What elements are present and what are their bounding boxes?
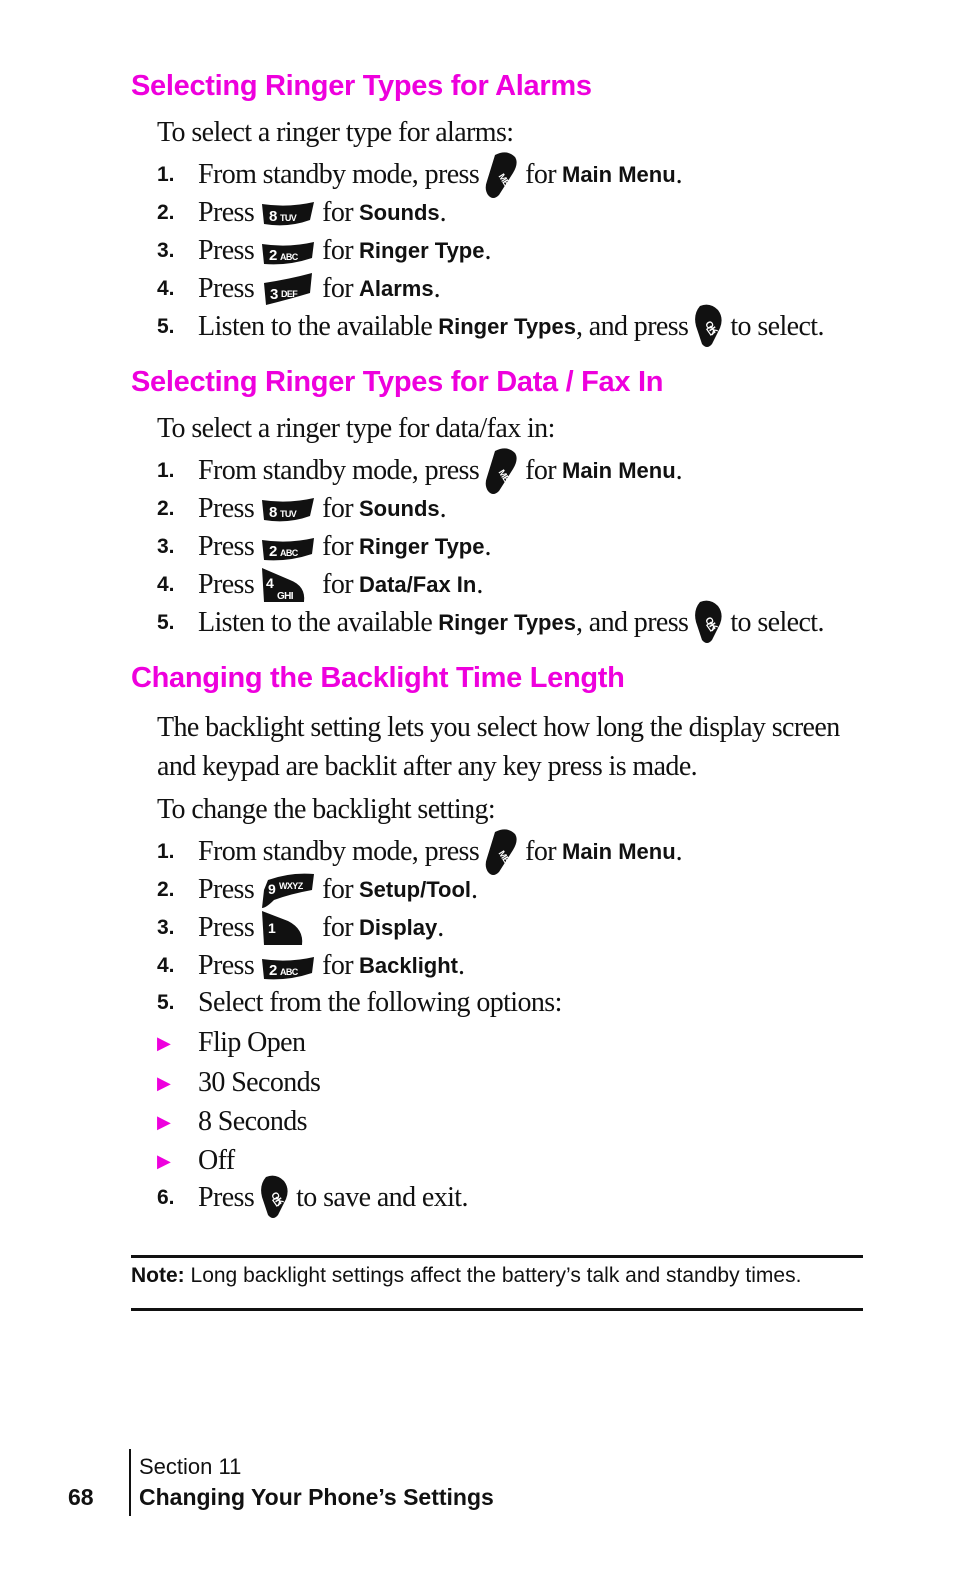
step-number: 1. xyxy=(157,163,175,186)
section-heading-backlight: Changing the Backlight Time Length xyxy=(131,662,625,694)
triangle-bullet-icon: ▶ xyxy=(157,1111,171,1133)
step-datafax-3: 3. Press 2 ABC for Ringer Type . xyxy=(157,531,491,562)
footer-title: Changing Your Phone’s Settings xyxy=(139,1484,494,1510)
key-9wxyz-icon xyxy=(260,870,316,910)
step-number: 1. xyxy=(157,459,175,482)
note-label: Note: xyxy=(131,1264,185,1287)
option-item: ▶ Flip Open xyxy=(157,1027,306,1058)
note-bottom-rule xyxy=(131,1308,863,1311)
svg-text:1: 1 xyxy=(268,920,276,936)
note-top-rule xyxy=(131,1255,863,1258)
step-backlight-2: 2. Press 9 WXYZ for Setup/Tool . xyxy=(157,872,477,908)
key-2abc-icon xyxy=(260,951,316,981)
section-intro-alarms: To select a ringer type for alarms: xyxy=(157,117,514,148)
svg-text:9: 9 xyxy=(268,881,276,897)
svg-text:8: 8 xyxy=(269,208,277,225)
step-number: 6. xyxy=(157,1186,175,1209)
section-heading-data-fax: Selecting Ringer Types for Data / Fax In xyxy=(131,366,664,398)
step-alarms-5: 5. Listen to the available Ringer Types , and press to select. xyxy=(157,309,824,345)
key-3def-icon xyxy=(260,271,316,307)
svg-text:ABC: ABC xyxy=(280,967,298,977)
ok-key-icon xyxy=(694,600,724,646)
key-1-icon xyxy=(260,909,316,947)
triangle-bullet-icon: ▶ xyxy=(157,1150,171,1172)
step-alarms-1: 1. From standby mode, press for Main Menu . xyxy=(157,157,682,193)
svg-text:2: 2 xyxy=(269,962,277,979)
step-backlight-5: 5. Select from the following options: xyxy=(157,987,562,1018)
svg-text:TUV: TUV xyxy=(280,213,297,223)
step-alarms-4: 4. Press 3 DEF for Alarms . xyxy=(157,271,440,307)
key-2abc-icon xyxy=(260,236,316,266)
step-number: 4. xyxy=(157,277,175,300)
step-alarms-2: 2. Press 8 TUV for Sounds . xyxy=(157,197,447,228)
step-number: 5. xyxy=(157,315,175,338)
step-backlight-1: 1. From standby mode, press for Main Menu . xyxy=(157,834,682,870)
svg-text:2: 2 xyxy=(269,247,277,264)
step-backlight-6: 6. Press to save and exit. xyxy=(157,1180,468,1216)
note-text: Long backlight settings affect the battery’s talk and standby times. xyxy=(190,1264,802,1287)
svg-text:ABC: ABC xyxy=(280,252,298,262)
triangle-bullet-icon: ▶ xyxy=(157,1032,171,1054)
section-intro-backlight: To change the backlight setting: xyxy=(157,794,496,825)
footer-divider xyxy=(129,1449,131,1516)
svg-text:ABC: ABC xyxy=(280,548,298,558)
step-number: 2. xyxy=(157,201,175,224)
svg-text:DEF: DEF xyxy=(281,289,298,299)
svg-text:8: 8 xyxy=(269,504,277,521)
step-datafax-5: 5. Listen to the available Ringer Types , and press to select. xyxy=(157,605,824,641)
section-heading-alarms: Selecting Ringer Types for Alarms xyxy=(131,70,592,102)
menu-key-icon xyxy=(485,828,519,876)
menu-key-icon xyxy=(485,151,519,199)
ok-key-icon xyxy=(260,1175,290,1221)
svg-text:WXYZ: WXYZ xyxy=(279,881,303,891)
step-number: 4. xyxy=(157,573,175,596)
step-number: 5. xyxy=(157,991,175,1014)
svg-text:TUV: TUV xyxy=(280,509,297,519)
step-number: 1. xyxy=(157,840,175,863)
step-backlight-3: 3. Press 1 for Display . xyxy=(157,910,444,946)
svg-text:3: 3 xyxy=(270,286,278,303)
step-backlight-4: 4. Press 2 ABC for Backlight . xyxy=(157,950,465,981)
menu-key-icon xyxy=(485,447,519,495)
page-number: 68 xyxy=(68,1484,94,1510)
key-4ghi-icon xyxy=(260,566,316,604)
step-alarms-3: 3. Press 2 ABC for Ringer Type . xyxy=(157,235,491,266)
option-item: ▶ 30 Seconds xyxy=(157,1067,321,1098)
triangle-bullet-icon: ▶ xyxy=(157,1072,171,1094)
step-datafax-2: 2. Press 8 TUV for Sounds . xyxy=(157,493,447,524)
note xyxy=(131,1264,801,1288)
svg-text:GHI: GHI xyxy=(277,591,294,602)
step-datafax-1: 1. From standby mode, press for Main Menu . xyxy=(157,453,682,489)
option-item: ▶ 8 Seconds xyxy=(157,1106,307,1137)
step-number: 2. xyxy=(157,878,175,901)
key-8tuv-icon xyxy=(260,494,316,524)
section-paragraph-backlight: The backlight setting lets you select how long the display screen and keypad are backlit after any key press is made. xyxy=(157,712,840,782)
key-8tuv-icon xyxy=(260,198,316,228)
ok-key-icon xyxy=(694,304,724,350)
svg-text:2: 2 xyxy=(269,543,277,560)
step-number: 3. xyxy=(157,239,175,262)
key-2abc-icon xyxy=(260,532,316,562)
section-intro-data-fax: To select a ringer type for data/fax in: xyxy=(157,413,555,444)
option-item: ▶ Off xyxy=(157,1145,235,1176)
svg-text:4: 4 xyxy=(266,575,274,591)
step-number: 5. xyxy=(157,611,175,634)
step-number: 2. xyxy=(157,497,175,520)
step-datafax-4: 4. Press 4 GHI for Data/Fax In . xyxy=(157,567,483,603)
step-number: 3. xyxy=(157,916,175,939)
step-number: 3. xyxy=(157,535,175,558)
footer-section: Section 11 xyxy=(139,1454,242,1479)
step-number: 4. xyxy=(157,954,175,977)
